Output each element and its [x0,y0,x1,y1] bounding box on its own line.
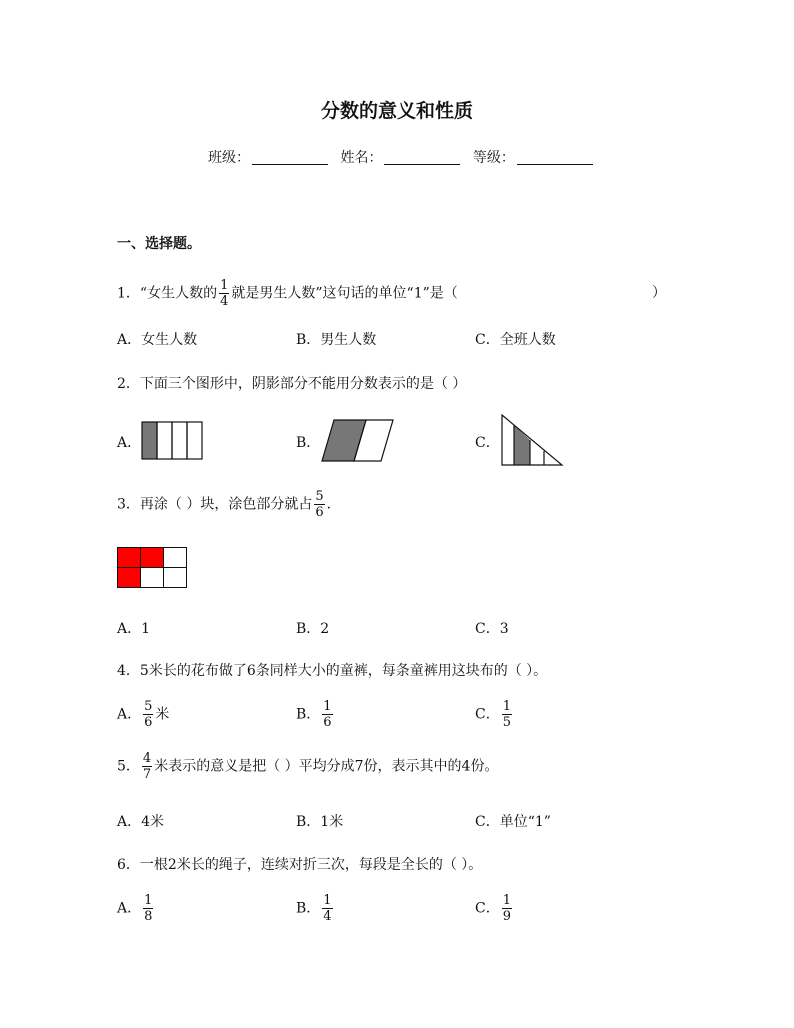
q5-text-post: 米表示的意义是把（ ）平均分成7份，表示其中的4份。 [154,758,499,775]
q2-figure-a-rectangle[interactable] [141,421,205,461]
q1-text-post: 就是男生人数”这句话的单位“1”是（ [231,285,458,302]
frac-den: 6 [144,715,153,730]
q5-option-b[interactable]: B．1米 [296,814,344,830]
q5-option-a[interactable]: A．4米 [117,814,165,830]
q2-figure-b-parallelogram[interactable] [320,418,396,464]
q3-option-b[interactable]: B．2 [296,621,330,637]
grid-cell[interactable] [164,568,187,588]
class-label: 班级： [208,150,250,166]
q6-option-c-label: C． [475,900,500,917]
q6-option-a-fraction [143,894,153,923]
figure-a-part [157,422,172,459]
figure-a-part [172,422,187,459]
q6-option-b[interactable] [296,894,335,923]
frac-den: 8 [144,909,153,924]
q4-option-b-fraction [322,700,332,729]
q3-text-post: . [326,496,332,513]
q5-number: 5． [117,758,140,775]
q2-option-a-label[interactable]: A． [117,435,142,451]
q3-option-c[interactable]: C．3 [475,621,509,637]
q4-option-c-label: C． [475,706,500,723]
q6-option-a[interactable] [117,894,155,923]
page-title: 分数的意义和性质 [320,100,473,122]
q5-frac-num: 4 [142,751,152,766]
q4-option-a-fraction [143,700,153,729]
q3-frac-den: 6 [315,505,324,520]
name-label: 姓名： [340,150,383,166]
frac-num: 1 [323,893,332,908]
q1-option-c[interactable]: C．全班人数 [475,332,556,348]
student-info-line [208,147,601,167]
question-6: 6．一根2米长的绳子，连续对折三次，每段是全长的（ ）。 [117,857,483,873]
question-3 [117,490,331,519]
class-blank[interactable] [252,150,328,165]
frac-den: 6 [323,715,332,730]
q3-option-a[interactable]: A．1 [117,621,151,637]
figure-a-shaded-part [142,422,157,459]
q4-option-c-fraction [502,700,512,729]
q5-frac-den: 7 [142,767,152,782]
q6-option-b-fraction [322,894,332,923]
q3-frac-num: 5 [315,489,324,504]
grade-blank[interactable] [517,150,593,165]
q1-number: 1． [117,285,140,302]
q1-text-pre: “女生人数的 [139,285,218,302]
q3-grid [117,547,187,588]
q1-close-paren: ） [652,285,666,301]
frac-den: 9 [502,909,511,924]
q4-option-a-label: A． [117,706,142,723]
frac-den: 5 [502,715,511,730]
frac-num: 1 [502,893,511,908]
q4-option-a[interactable] [117,700,169,729]
figure-c-outline [502,415,562,465]
q6-option-c[interactable] [475,894,514,923]
frac-num: 1 [502,699,511,714]
frac-num: 1 [144,893,153,908]
figure-a-part [187,422,202,459]
name-blank[interactable] [384,150,460,165]
q1-option-a[interactable]: A．女生人数 [117,332,198,348]
q4-option-a-unit: 米 [155,706,170,723]
q1-option-b[interactable]: B．男生人数 [296,332,377,348]
q4-option-b-label: B． [296,706,321,723]
grid-cell[interactable] [164,548,187,568]
q3-text-pre: 3．再涂（ ）块，涂色部分就占 [117,496,313,513]
frac-num: 5 [144,699,153,714]
grid-cell[interactable] [118,548,141,568]
q5-fraction [142,752,152,781]
section-title: 一、选择题。 [117,236,201,252]
grid-cell[interactable] [118,568,141,588]
grid-cell[interactable] [141,548,164,568]
q3-fraction [314,490,324,519]
q4-option-b[interactable] [296,700,335,729]
frac-den: 4 [323,909,332,924]
q1-frac-num: 1 [220,278,229,293]
q6-option-b-label: B． [296,900,321,917]
frac-num: 1 [323,699,332,714]
question-4: 4．5米长的花布做了6条同样大小的童裤，每条童裤用这块布的（ ）。 [117,663,548,679]
question-5 [117,752,498,781]
q6-option-c-fraction [502,894,512,923]
q1-frac-den: 4 [220,294,229,309]
q6-option-a-label: A． [117,900,142,917]
grid-cell[interactable] [141,568,164,588]
q1-fraction [219,279,229,308]
question-2: 2．下面三个图形中，阴影部分不能用分数表示的是（ ） [117,376,467,392]
q5-option-c[interactable]: C．单位“1” [475,814,551,830]
grade-label: 等级： [472,150,515,166]
question-1 [117,279,458,308]
q4-option-c[interactable] [475,700,514,729]
q2-figure-c-triangle[interactable] [500,413,566,469]
q2-option-b-label[interactable]: B． [296,435,321,451]
q2-option-c-label[interactable]: C． [475,435,500,451]
